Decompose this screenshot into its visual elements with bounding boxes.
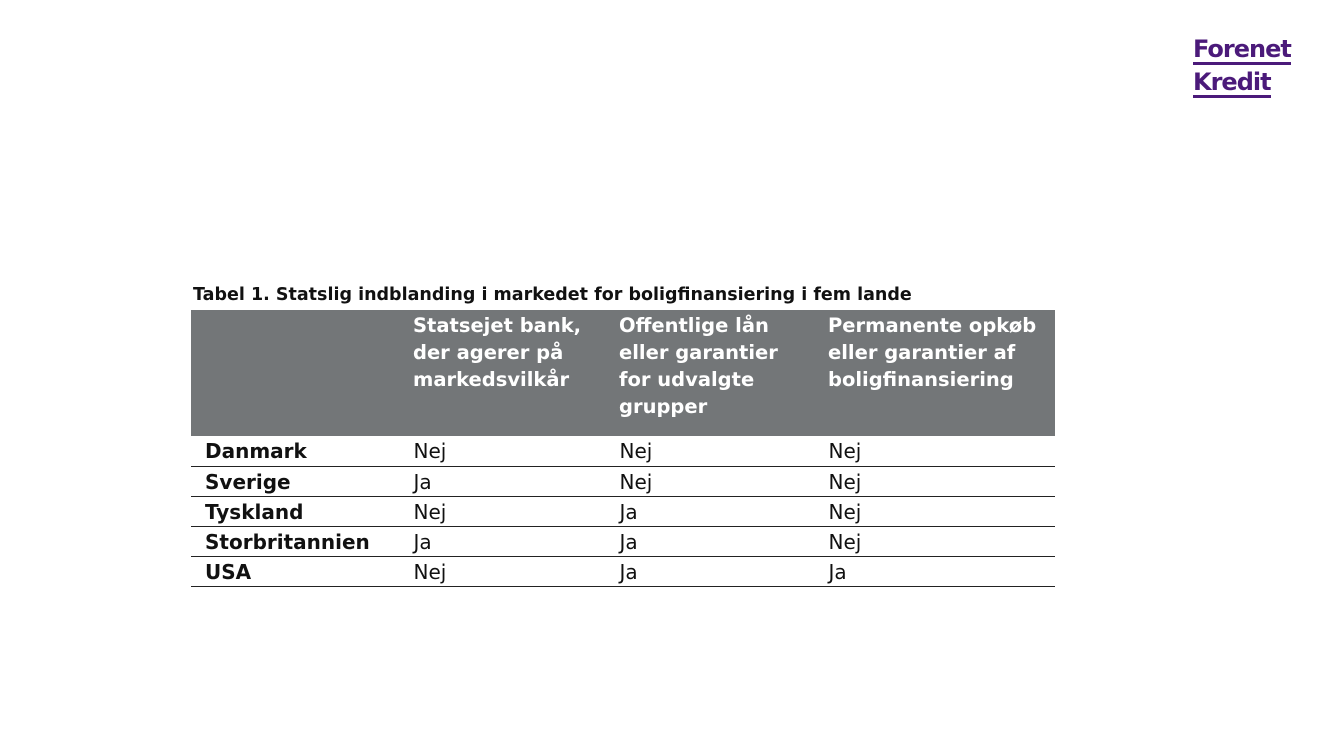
table-row [191,496,1055,526]
header-state-owned-bank: Statsejet bank, der agerer på markedsvilkår [400,310,606,436]
value-cell: Nej [606,466,815,496]
value-cell: Ja [400,466,606,496]
table-row [191,556,1055,586]
header-corner-cell [191,310,400,436]
country-cell: Tyskland [191,496,400,526]
forenet-kredit-logo [1193,34,1303,100]
country-cell: USA [191,556,400,586]
value-cell: Ja [606,496,815,526]
header-permanent-purchases: Permanente opkøb eller garantier af boligfinansiering [815,310,1055,436]
logo-line-1: Forenet [1193,35,1291,63]
value-cell: Ja [606,526,815,556]
country-cell: Sverige [191,466,400,496]
value-cell: Ja [400,526,606,556]
header-public-loans: Offentlige lån eller garantier for udvalgte grupper [606,310,815,436]
value-cell: Nej [400,496,606,526]
housing-finance-table [191,310,1055,587]
table-row [191,526,1055,556]
value-cell: Nej [815,466,1055,496]
table-row [191,466,1055,496]
table-caption: Tabel 1. Statslig indblanding i markedet for boligfinansiering i fem lande [193,285,912,305]
value-cell: Nej [400,436,606,466]
value-cell: Ja [606,556,815,586]
value-cell: Nej [815,496,1055,526]
table-header-row [191,310,1055,436]
value-cell: Ja [815,556,1055,586]
value-cell: Nej [400,556,606,586]
logo-line-2: Kredit [1193,68,1271,96]
table-row [191,436,1055,466]
country-cell: Danmark [191,436,400,466]
value-cell: Nej [815,526,1055,556]
value-cell: Nej [606,436,815,466]
country-cell: Storbritannien [191,526,400,556]
value-cell: Nej [815,436,1055,466]
